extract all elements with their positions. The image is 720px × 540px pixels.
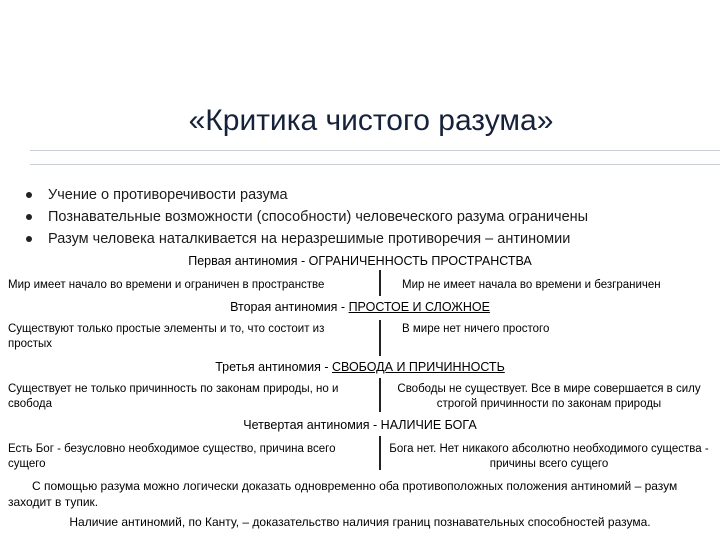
antinomies-block <box>0 250 720 540</box>
bullet-list <box>0 184 720 250</box>
antinomy-2-antithesis: В мире нет ничего простого <box>402 323 550 335</box>
bullet-text: Разум человека наталкивается на неразрешимые противоречия – антиномии <box>48 231 571 247</box>
title-rule-bottom <box>30 164 720 165</box>
antinomy-1-title: Первая антиномия - ОГРАНИЧЕННОСТЬ ПРОСТРАНСТВА <box>188 254 532 268</box>
slide-title: «Критика чистого разума» <box>188 104 554 137</box>
bullet-item <box>0 184 720 206</box>
bullet-dot-icon <box>26 236 32 242</box>
kant-conclusion: Наличие антиномий, по Канту, – доказательство наличия границ познавательных способностей разума. <box>69 515 651 529</box>
bullet-dot-icon <box>26 192 32 198</box>
antinomy-4-thesis: Есть Бог - безусловно необходимое существо, причина всего сущего <box>8 443 336 470</box>
antinomy-3-antithesis: Свободы не существует. Все в мире совершается в силу строгой причинности по законам природы <box>397 383 701 410</box>
title-rule-top <box>30 150 720 151</box>
bullet-item <box>0 228 720 250</box>
antinomy-4-divider <box>379 436 381 470</box>
antinomy-3-divider <box>379 378 381 412</box>
antinomy-2-divider <box>379 320 381 356</box>
antinomy-4-antithesis: Бога нет. Нет никакого абсолютно необходимого существа - причины всего сущего <box>389 443 709 470</box>
antinomy-3-thesis: Существует не только причинность по законам природы, но и свобода <box>8 383 339 410</box>
bullet-dot-icon <box>26 214 32 220</box>
antinomy-4-title: Четвертая антиномия - НАЛИЧИЕ БОГА <box>243 418 477 432</box>
bullet-item <box>0 206 720 228</box>
antinomy-1-divider <box>379 270 381 296</box>
antinomy-1-antithesis: Мир не имеет начала во времени и безграничен <box>402 279 661 291</box>
bullet-text: Учение о противоречивости разума <box>48 187 288 203</box>
conclusion-paragraph: С помощью разума можно логически доказать одновременно оба противоположных положения антиномий – разум заходит в тупик. <box>8 479 678 509</box>
bullet-text: Познавательные возможности (способности) человеческого разума ограничены <box>48 209 589 225</box>
antinomy-2-title: Вторая антиномия - ПРОСТОЕ И СЛОЖНОЕ <box>230 300 490 314</box>
antinomy-2-thesis: Существуют только простые элементы и то, что состоит из простых <box>8 323 325 350</box>
antinomy-1-thesis: Мир имеет начало во времени и ограничен в пространстве <box>8 279 325 291</box>
antinomy-3-title: Третья антиномия - СВОБОДА И ПРИЧИННОСТЬ <box>215 360 505 374</box>
